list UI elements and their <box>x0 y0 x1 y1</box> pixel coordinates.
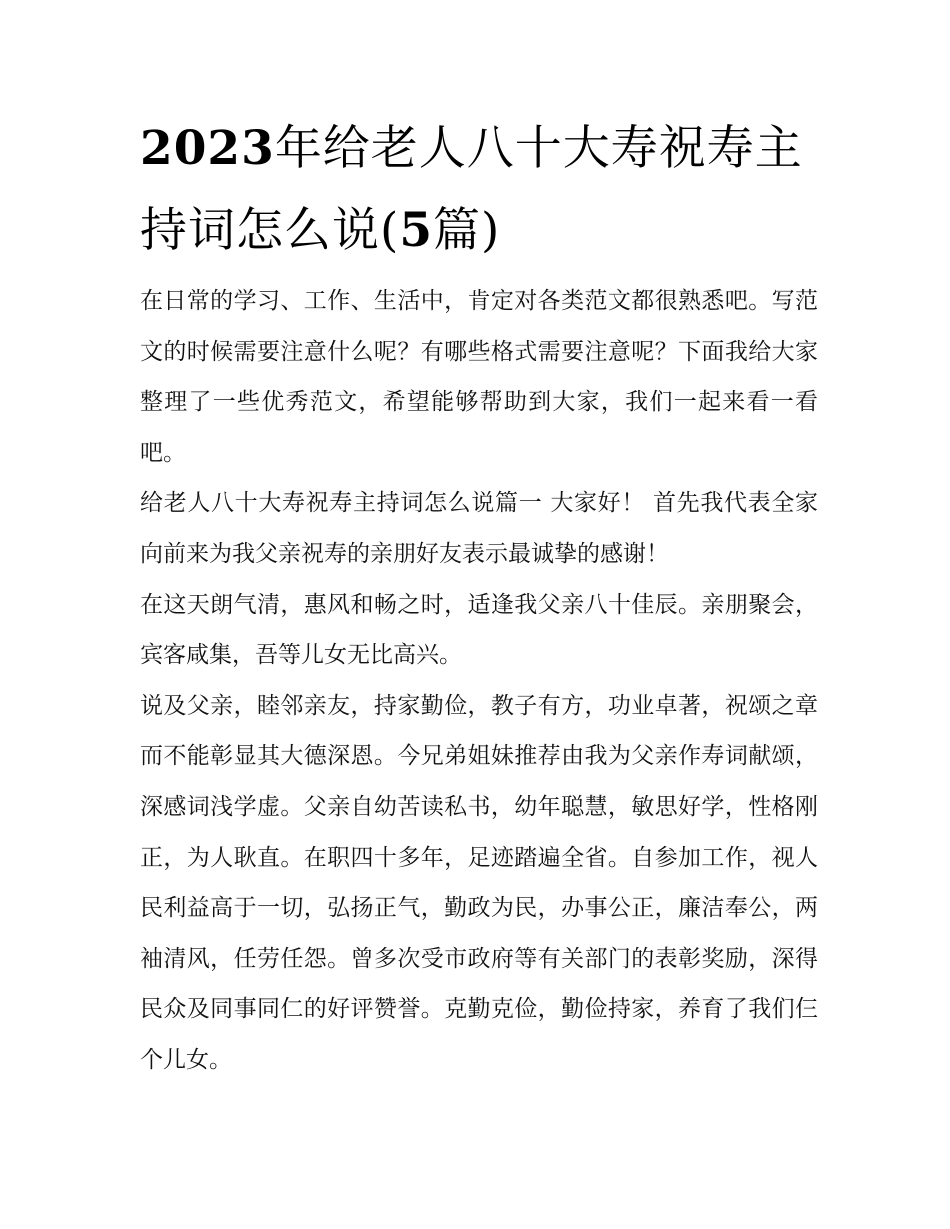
document-body <box>140 276 818 1086</box>
paragraph-father: 说及父亲，睦邻亲友，持家勤俭，教子有方，功业卓著，祝颂之章而不能彰显其大德深恩。今兄弟姐妹推荐由我为父亲作寿词献颂，深感词浅学虚。父亲自幼苦读私书，幼年聪慧，敏思好学，性格刚正，为人耿直。在职四十多年，足迹踏遍全省。自参加工作，视人民利益高于一切，弘扬正气，勤政为民，办事公正，廉洁奉公，两袖清风，任劳任怨。曾多次受市政府等有关部门的表彰奖励，深得民众及同事同仁的好评赞誉。克勤克俭，勤俭持家，养育了我们仨个儿女。 <box>140 692 818 1073</box>
title-count: 5 <box>399 203 434 258</box>
paragraph-greeting: 给老人八十大寿祝寿主持词怎么说篇一 大家好！ 首先我代表全家向前来为我父亲祝寿的亲朋好友表示最诚挚的感谢！ <box>140 490 818 567</box>
title-year: 2023 <box>140 121 275 176</box>
title-suffix: 篇) <box>433 203 501 258</box>
document-title <box>140 108 820 272</box>
paragraph-occasion: 在这天朗气清，惠风和畅之时，适逢我父亲八十佳辰。亲朋聚会，宾客咸集，吾等儿女无比高兴。 <box>140 591 818 669</box>
paragraph-intro: 在日常的学习、工作、生活中，肯定对各类范文都很熟悉吧。写范文的时候需要注意什么呢？有哪些格式需要注意呢？下面我给大家整理了一些优秀范文，希望能够帮助到大家，我们一起来看一看吧。 <box>140 288 818 466</box>
title-text: 年给老人八十大寿祝寿主持词怎么说( <box>140 121 803 258</box>
